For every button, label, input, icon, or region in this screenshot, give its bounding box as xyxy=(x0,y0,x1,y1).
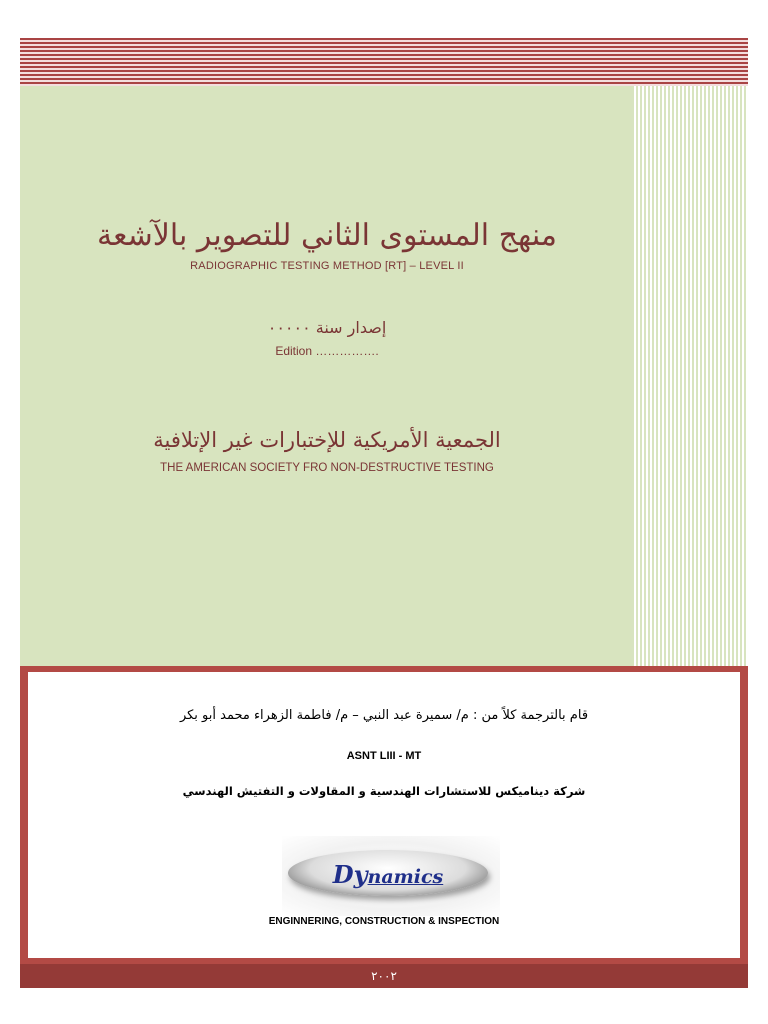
cover-top-panel xyxy=(20,86,748,666)
certification-label: ASNT LIII - MT xyxy=(346,750,422,762)
arabic-title: منهج المستوى الثاني للتصوير بالآشعة xyxy=(97,218,557,253)
logo-rest: namics xyxy=(367,866,444,888)
credits-box xyxy=(28,672,740,958)
english-edition: Edition ……………. xyxy=(275,344,379,358)
arabic-edition: إصدار سنة ٠٠٠٠٠ xyxy=(267,318,387,337)
top-stripe-band xyxy=(20,38,748,86)
cover-bottom-panel xyxy=(20,666,748,964)
translators-credit: قام بالترجمة كلاً من : م/ سميرة عبد النبي – م/ فاطمة الزهراء محمد أبو بكر xyxy=(179,708,589,723)
arabic-society-name: الجمعية الأمريكية للإختبارات غير الإتلافية xyxy=(153,428,501,452)
english-society-name: THE AMERICAN SOCIETY FRO NON-DESTRUCTIVE TESTING xyxy=(160,462,494,474)
year-footer: ٢٠٠٢ xyxy=(20,964,748,988)
dynamics-logo xyxy=(282,836,500,916)
vertical-stripe-decoration xyxy=(634,86,748,666)
english-title: RADIOGRAPHIC TESTING METHOD [RT] – LEVEL II xyxy=(190,260,464,272)
logo-wordmark xyxy=(288,860,488,889)
company-name: شركة ديناميكس للاستشارات الهندسية و المقاولات و التفتيش الهندسي xyxy=(182,784,586,798)
company-tagline: ENGINNERING, CONSTRUCTION & INSPECTION xyxy=(268,916,500,927)
logo-initial: Dy xyxy=(332,860,368,889)
logo-ellipse-shape xyxy=(288,850,488,896)
